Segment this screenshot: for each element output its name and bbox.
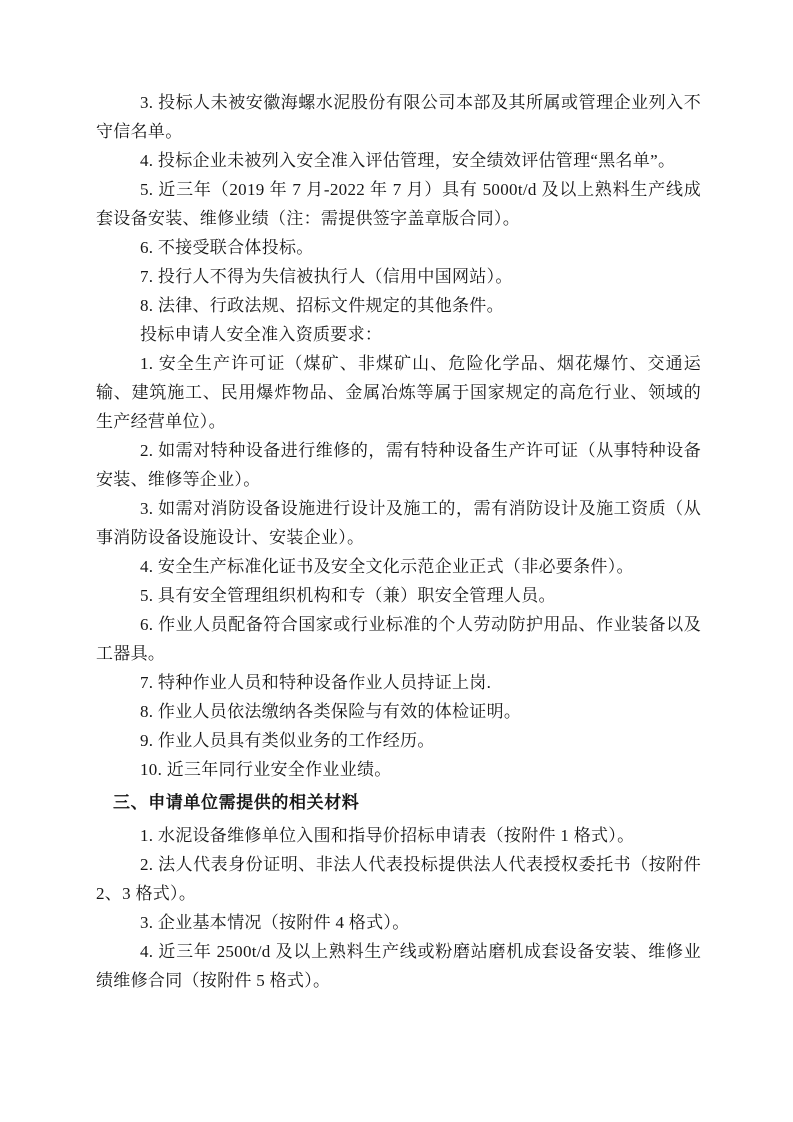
paragraph: 2. 法人代表身份证明、非法人代表投标提供法人代表授权委托书（按附件 2、3 格式）。 (96, 855, 701, 903)
paragraph: 8. 法律、行政法规、招标文件规定的其他条件。 (140, 296, 504, 315)
paragraph: 投标申请人安全准入资质要求： (140, 325, 383, 344)
paragraph: 4. 近三年 2500t/d 及以上熟料生产线或粉磨站磨机成套设备安装、维修业绩维修合同（按附件 5 格式）。 (96, 942, 701, 990)
paragraph: 1. 水泥设备维修单位入围和指导价招标申请表（按附件 1 格式）。 (140, 826, 635, 845)
paragraph: 3. 企业基本情况（按附件 4 格式）。 (140, 913, 410, 932)
paragraph: 5. 近三年（2019 年 7 月-2022 年 7 月）具有 5000t/d 及以上熟料生产线成套设备安装、维修业绩（注：需提供签字盖章版合同）。 (96, 180, 701, 228)
section-heading: 三、申请单位需提供的相关材料 (113, 793, 360, 812)
paragraph: 8. 作业人员依法缴纳各类保险与有效的体检证明。 (140, 702, 522, 721)
paragraph: 7. 投行人不得为失信被执行人（信用中国网站）。 (140, 267, 513, 286)
paragraph: 10. 近三年同行业安全作业业绩。 (140, 760, 392, 779)
paragraph: 7. 特种作业人员和特种设备作业人员持证上岗. (140, 673, 492, 692)
paragraph: 1. 安全生产许可证（煤矿、非煤矿山、危险化学品、烟花爆竹、交通运输、建筑施工、民用爆炸物品、金属冶炼等属于国家规定的高危行业、领域的生产经营单位）。 (96, 354, 701, 431)
document-body (96, 88, 701, 995)
paragraph: 5. 具有安全管理组织机构和专（兼）职安全管理人员。 (140, 586, 556, 605)
paragraph: 2. 如需对特种设备进行维修的，需有特种设备生产许可证（从事特种设备安装、维修等企业）。 (96, 441, 701, 489)
paragraph: 4. 安全生产标准化证书及安全文化示范企业正式（非必要条件）。 (140, 557, 634, 576)
paragraph: 6. 作业人员配备符合国家或行业标准的个人劳动防护用品、作业装备以及工器具。 (96, 615, 701, 663)
paragraph: 3. 投标人未被安徽海螺水泥股份有限公司本部及其所属或管理企业列入不守信名单。 (96, 93, 701, 141)
paragraph: 6. 不接受联合体投标。 (140, 238, 314, 257)
paragraph: 9. 作业人员具有类似业务的工作经历。 (140, 731, 435, 750)
paragraph: 4. 投标企业未被列入安全准入评估管理，安全绩效评估管理“黑名单”。 (140, 151, 676, 170)
paragraph: 3. 如需对消防设备设施进行设计及施工的，需有消防设计及施工资质（从事消防设备设施设计、安装企业）。 (96, 499, 701, 547)
